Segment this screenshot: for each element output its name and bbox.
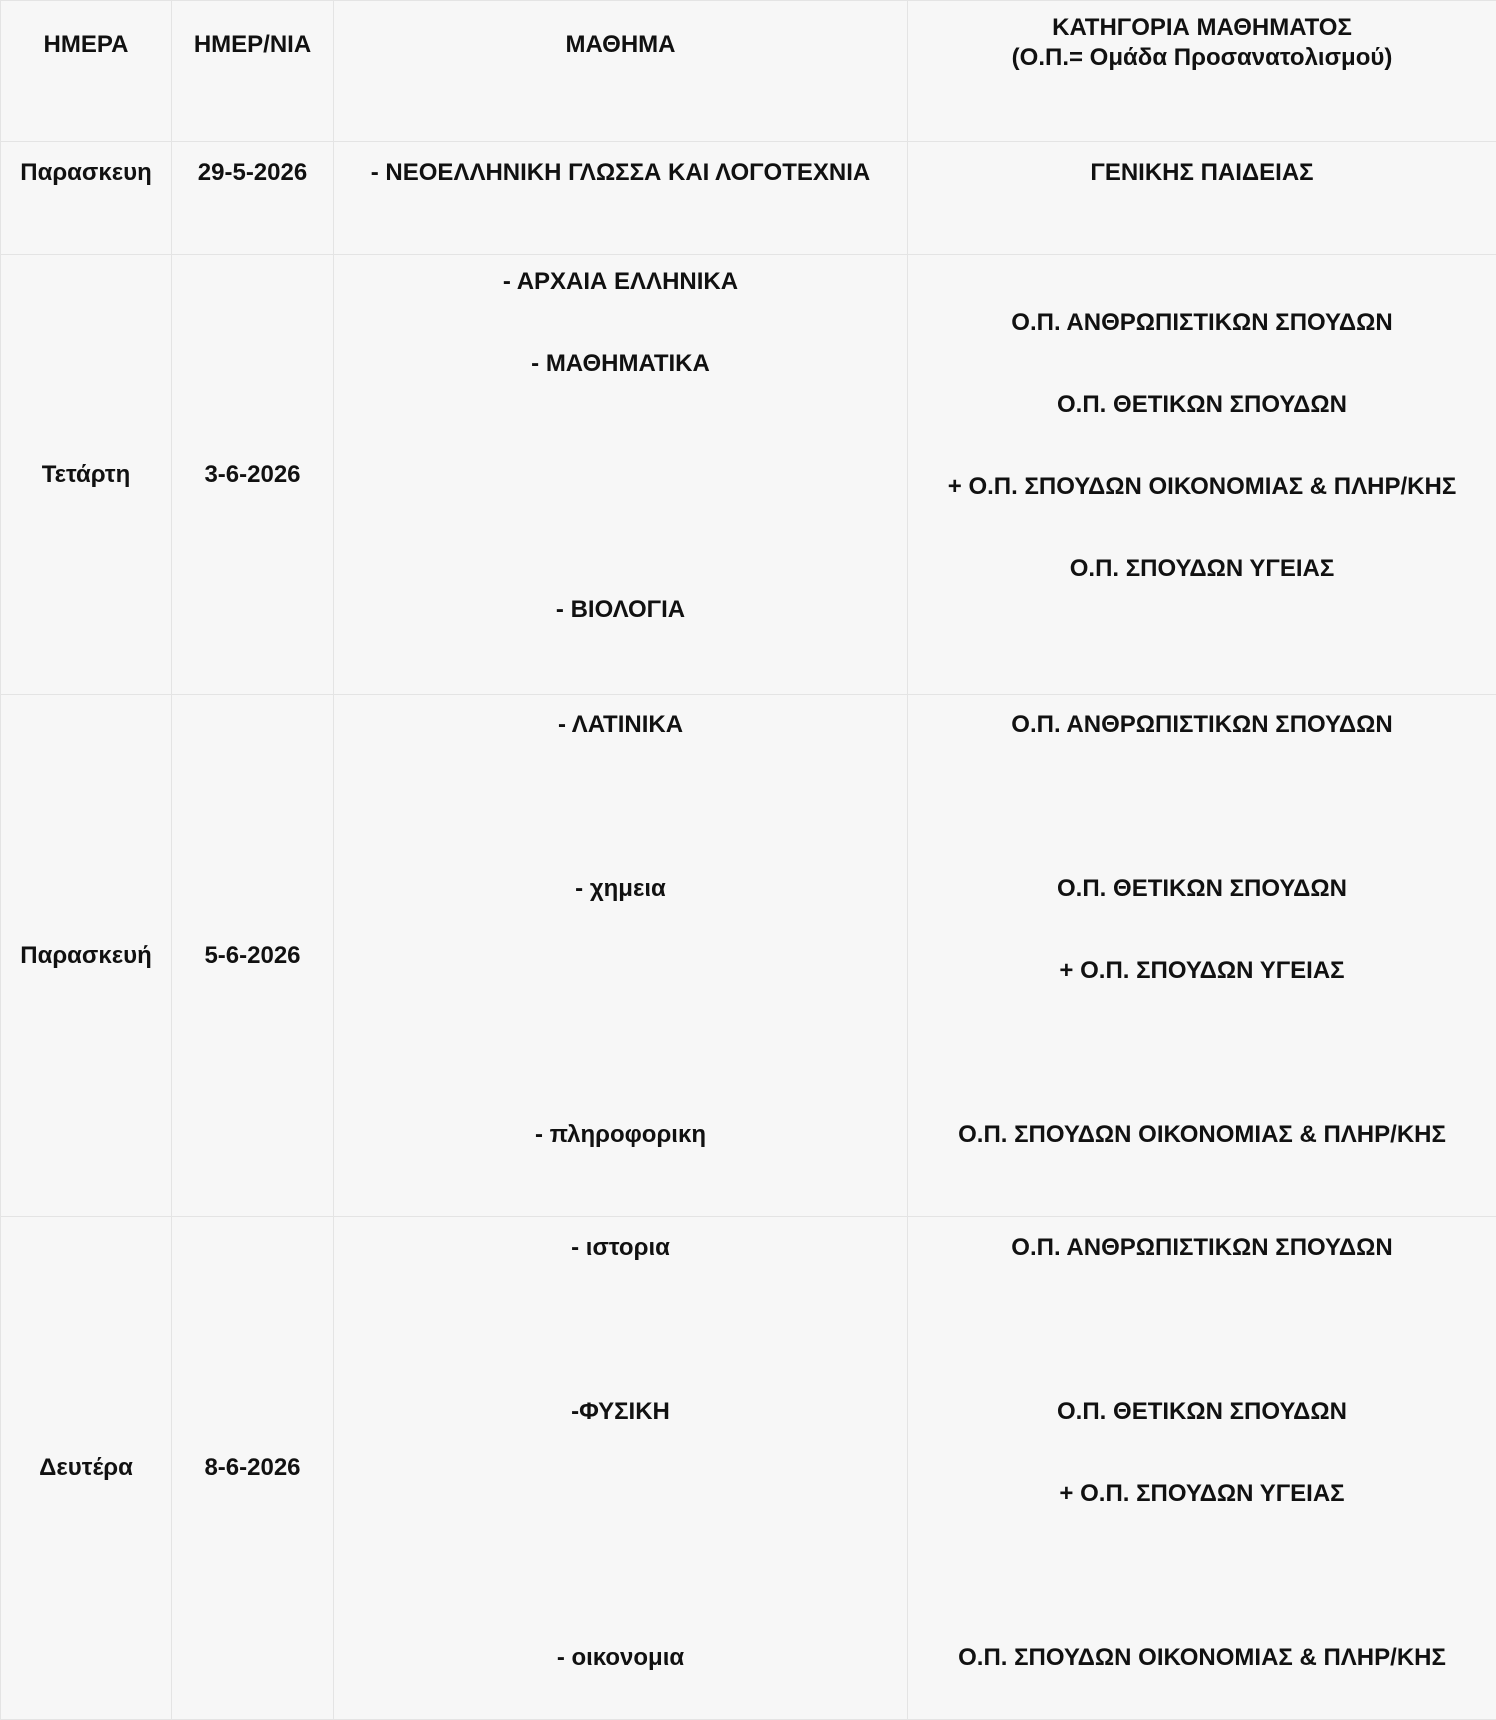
subject-item: - ΝΕΟΕΛΛΗΝΙΚΗ ΓΛΩΣΣΑ ΚΑΙ ΛΟΓΟΤΕΧΝΙΑ: [334, 158, 907, 188]
subject-cell: [334, 1217, 908, 1720]
category-item: Ο.Π. ΑΝΘΡΩΠΙΣΤΙΚΩΝ ΣΠΟΥΔΩΝ: [908, 710, 1496, 740]
category-item: + Ο.Π. ΣΠΟΥΔΩΝ ΥΓΕΙΑΣ: [908, 1479, 1496, 1509]
category-item: Ο.Π. ΘΕΤΙΚΩΝ ΣΠΟΥΔΩΝ: [908, 390, 1496, 420]
category-item: Ο.Π. ΑΝΘΡΩΠΙΣΤΙΚΩΝ ΣΠΟΥΔΩΝ: [908, 308, 1496, 338]
subject-item: - ΜΑΘΗΜΑΤΙΚΑ: [334, 349, 907, 379]
table-row: [1, 695, 1496, 1217]
header-row: [1, 1, 1496, 142]
table-row: [1, 142, 1496, 255]
subject-item: - οικονομια: [334, 1643, 907, 1673]
day-cell: Τετάρτη: [1, 255, 172, 695]
subject-item: - ιστορια: [334, 1233, 907, 1263]
subject-item: - ΑΡΧΑΙΑ ΕΛΛΗΝΙΚΑ: [334, 267, 907, 297]
subject-item: - ΛΑΤΙΝΙΚΑ: [334, 710, 907, 740]
date-cell: 3-6-2026: [172, 255, 334, 695]
subject-item: -ΦΥΣΙΚΗ: [334, 1397, 907, 1427]
category-cell: [908, 142, 1496, 255]
category-item: Ο.Π. ΣΠΟΥΔΩΝ ΥΓΕΙΑΣ: [908, 554, 1496, 584]
category-item: Ο.Π. ΣΠΟΥΔΩΝ ΟΙΚΟΝΟΜΙΑΣ & ΠΛΗΡ/ΚΗΣ: [908, 1120, 1496, 1150]
subject-cell: [334, 142, 908, 255]
day-cell: Δευτέρα: [1, 1217, 172, 1720]
category-cell: [908, 695, 1496, 1217]
category-item: Ο.Π. ΑΝΘΡΩΠΙΣΤΙΚΩΝ ΣΠΟΥΔΩΝ: [908, 1233, 1496, 1263]
category-item: + Ο.Π. ΣΠΟΥΔΩΝ ΟΙΚΟΝΟΜΙΑΣ & ΠΛΗΡ/ΚΗΣ: [908, 472, 1496, 502]
subject-item: - πληροφορικη: [334, 1120, 907, 1150]
category-item: ΓΕΝΙΚΗΣ ΠΑΙΔΕΙΑΣ: [908, 158, 1496, 188]
day-cell: Παρασκευή: [1, 695, 172, 1217]
subject-cell: [334, 695, 908, 1217]
day-cell: Παρασκευη: [1, 142, 172, 255]
header-date: ΗΜΕΡ/ΝΙΑ: [172, 1, 334, 142]
category-item: Ο.Π. ΘΕΤΙΚΩΝ ΣΠΟΥΔΩΝ: [908, 874, 1496, 904]
date-cell: 5-6-2026: [172, 695, 334, 1217]
category-cell: [908, 255, 1496, 695]
date-cell: 29-5-2026: [172, 142, 334, 255]
header-category-line2: (Ο.Π.= Ομάδα Προσανατολισμού): [908, 43, 1496, 73]
header-day: ΗΜΕΡΑ: [1, 1, 172, 142]
subject-item: - ΒΙΟΛΟΓΙΑ: [334, 595, 907, 625]
category-item: + Ο.Π. ΣΠΟΥΔΩΝ ΥΓΕΙΑΣ: [908, 956, 1496, 986]
header-subject: ΜΑΘΗΜΑ: [334, 1, 908, 142]
table-row: [1, 1217, 1496, 1720]
category-item: Ο.Π. ΘΕΤΙΚΩΝ ΣΠΟΥΔΩΝ: [908, 1397, 1496, 1427]
subject-cell: [334, 255, 908, 695]
category-item: Ο.Π. ΣΠΟΥΔΩΝ ΟΙΚΟΝΟΜΙΑΣ & ΠΛΗΡ/ΚΗΣ: [908, 1643, 1496, 1673]
table-row: [1, 255, 1496, 695]
category-cell: [908, 1217, 1496, 1720]
date-cell: 8-6-2026: [172, 1217, 334, 1720]
header-category-line1: ΚΑΤΗΓΟΡΙΑ ΜΑΘΗΜΑΤΟΣ: [908, 1, 1496, 43]
subject-item: - χημεια: [334, 874, 907, 904]
header-category: [908, 1, 1496, 142]
